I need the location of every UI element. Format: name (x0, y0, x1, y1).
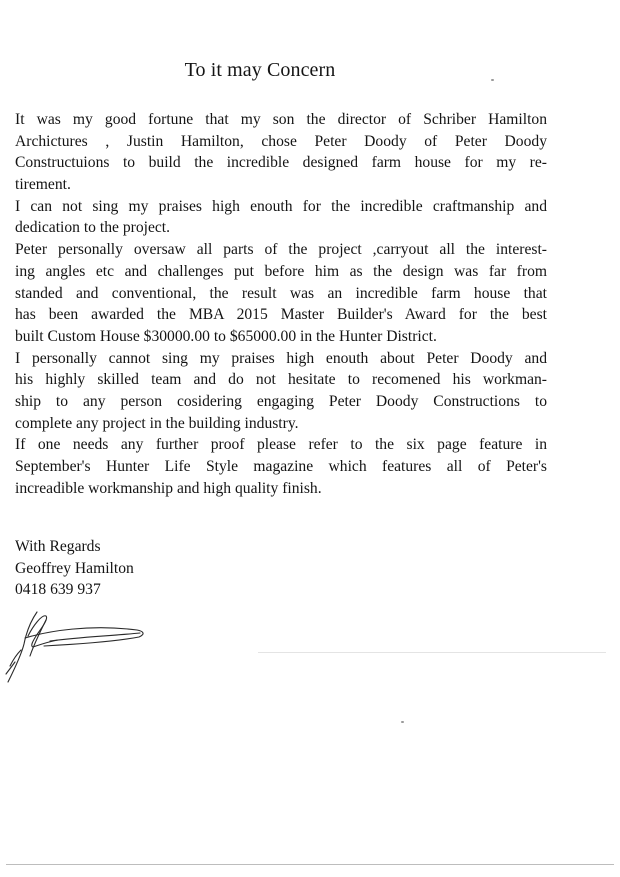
body-line: I can not sing my praises high enouth for the incredible craftmanship and (15, 197, 547, 215)
signer-phone: 0418 639 937 (15, 581, 101, 599)
body-line: I personally cannot sing my praises high enouth about Peter Doody and (15, 349, 547, 367)
body-line: his highly skilled team and do not hesitate to recomened his workman- (15, 371, 547, 389)
letter-body (15, 109, 547, 499)
body-line: has been awarded the MBA 2015 Master Builder's Award for the best (15, 306, 547, 324)
body-line: dedication to the project. (15, 219, 171, 237)
body-line: September's Hunter Life Style magazine which features all of Peter's (15, 458, 547, 475)
body-line: built Custom House $30000.00 to $65000.00 in the Hunter District. (15, 327, 437, 345)
letter-title: To it may Concern (184, 59, 336, 81)
body-line: ing angles etc and challenges put before him as the design was far from (15, 262, 547, 280)
scan-artifact-line (258, 652, 606, 653)
body-line: Archictures , Justin Hamilton, chose Peter Doody of Peter Doody (15, 132, 547, 150)
body-line: Peter personally oversaw all parts of the project ,carryout all the interest- (15, 241, 547, 259)
scan-speck (401, 721, 404, 723)
body-line: If one needs any further proof please refer to the six page feature in (15, 436, 547, 454)
body-line: tirement. (15, 176, 71, 194)
scan-speck (491, 79, 494, 81)
body-line: complete any project in the building industry. (15, 414, 299, 432)
body-line: It was my good fortune that my son the director of Schriber Hamilton (15, 111, 547, 128)
body-line: increadible workmanship and high quality finish. (15, 479, 322, 497)
handwritten-signature (0, 600, 170, 690)
body-line: Constructuions to build the incredible designed farm house for my re- (15, 154, 547, 172)
sign-off-block (15, 536, 134, 601)
body-line: standed and conventional, the result was an incredible farm house that (15, 284, 547, 302)
closing-text: With Regards (15, 538, 101, 555)
signer-name: Geoffrey Hamilton (15, 559, 134, 577)
body-line: ship to any person cosidering engaging Peter Doody Constructions to (15, 392, 547, 410)
page-bottom-rule (6, 864, 614, 865)
